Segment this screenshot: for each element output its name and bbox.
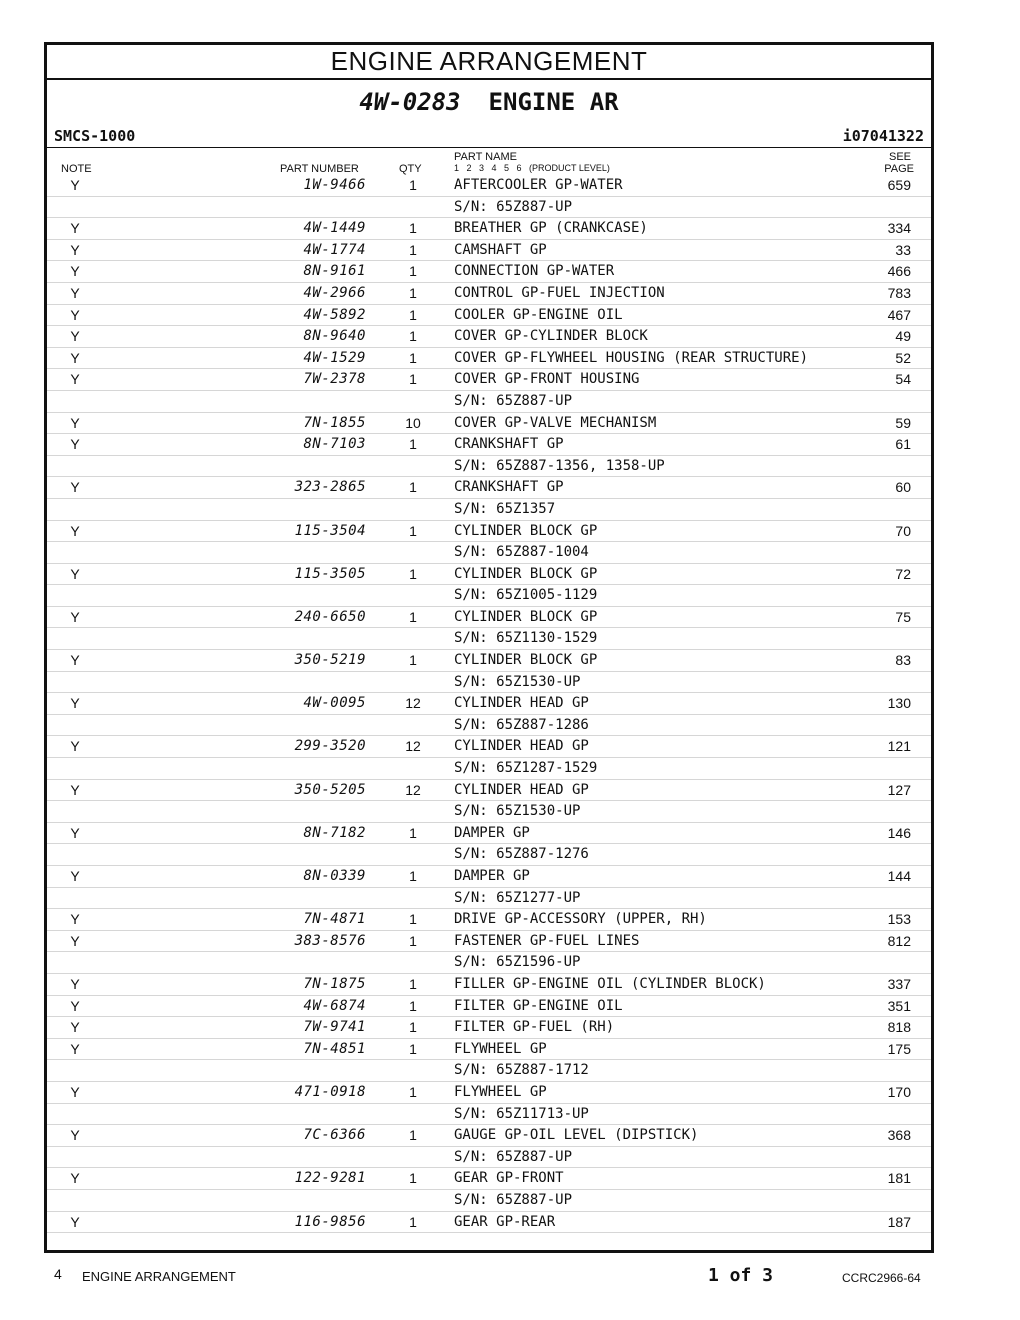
footer-section: ENGINE ARRANGEMENT — [82, 1269, 236, 1284]
table-row — [47, 564, 931, 586]
part-name-cell: FILTER GP-FUEL (RH) — [454, 1019, 615, 1036]
table-row — [47, 693, 931, 715]
footer-page-number: 4 — [54, 1266, 62, 1282]
see-page-cell: 175 — [887, 1040, 911, 1057]
see-page-cell: 187 — [887, 1213, 911, 1230]
qty-cell: 1 — [409, 975, 417, 992]
note-cell: Y — [70, 1040, 80, 1057]
part-number-cell: 7N-4851 — [303, 1040, 366, 1057]
qty-cell: 1 — [409, 608, 417, 625]
group-title — [47, 87, 931, 117]
note-cell: Y — [70, 911, 80, 928]
see-page-cell: 130 — [887, 695, 911, 712]
parts-list — [47, 175, 931, 1233]
qty-cell: 1 — [409, 652, 417, 669]
table-row — [47, 499, 931, 521]
see-page-cell: 368 — [887, 1127, 911, 1144]
note-cell: Y — [70, 479, 80, 496]
header-product-levels: 1 2 3 4 5 6 (PRODUCT LEVEL) — [454, 163, 610, 173]
part-number-cell: 8N-7182 — [303, 824, 366, 841]
note-cell: Y — [70, 371, 80, 388]
table-row — [47, 780, 931, 802]
qty-cell: 1 — [409, 911, 417, 928]
qty-cell: 1 — [409, 565, 417, 582]
table-row — [47, 736, 931, 758]
qty-cell: 1 — [409, 1127, 417, 1144]
note-cell: Y — [70, 1019, 80, 1036]
part-name-cell: CYLINDER BLOCK GP — [454, 565, 598, 582]
note-cell: Y — [70, 608, 80, 625]
see-page-cell: 144 — [887, 868, 911, 884]
see-page-cell: 121 — [887, 738, 911, 755]
see-page-cell: 334 — [887, 220, 911, 237]
note-cell: Y — [70, 1213, 80, 1230]
table-row — [47, 823, 931, 845]
part-name-cell: CYLINDER HEAD GP — [454, 738, 589, 755]
qty-cell: 1 — [409, 997, 417, 1014]
part-name-cell: CAMSHAFT GP — [454, 241, 547, 258]
part-number-cell: 350-5219 — [294, 652, 366, 669]
table-row — [47, 715, 931, 737]
table-header — [47, 147, 931, 176]
table-row — [47, 542, 931, 564]
see-page-cell: 54 — [895, 371, 911, 388]
see-page-cell: 153 — [887, 911, 911, 928]
see-page-cell: 351 — [887, 997, 911, 1014]
table-row — [47, 456, 931, 478]
part-name-cell: FILLER GP-ENGINE OIL (CYLINDER BLOCK) — [454, 975, 766, 992]
part-number-cell: 116-9856 — [294, 1213, 366, 1230]
qty-cell: 1 — [409, 1170, 417, 1187]
part-name-cell: S/N: 65Z1596-UP — [454, 954, 581, 971]
parts-table-frame — [44, 42, 934, 1253]
table-row — [47, 1017, 931, 1039]
note-cell: Y — [70, 306, 80, 323]
qty-cell: 1 — [409, 328, 417, 345]
table-row — [47, 477, 931, 499]
part-number-cell: 471-0918 — [294, 1083, 366, 1100]
table-row — [47, 391, 931, 413]
see-page-cell: 33 — [895, 241, 911, 258]
see-page-cell: 59 — [895, 414, 911, 431]
table-row — [47, 283, 931, 305]
part-name-cell: S/N: 65Z1277-UP — [454, 889, 581, 906]
part-name-cell: COOLER GP-ENGINE OIL — [454, 306, 623, 323]
note-cell: Y — [70, 975, 80, 992]
header-note: NOTE — [61, 163, 92, 175]
see-page-cell: 75 — [895, 608, 911, 625]
qty-cell: 1 — [409, 263, 417, 280]
qty-cell: 1 — [409, 371, 417, 388]
table-row — [47, 888, 931, 910]
qty-cell: 1 — [409, 824, 417, 841]
table-row — [47, 650, 931, 672]
table-row — [47, 218, 931, 240]
see-page-cell: 52 — [895, 349, 911, 366]
note-cell: Y — [70, 868, 80, 884]
table-row — [47, 326, 931, 348]
part-number-cell: 8N-9161 — [303, 263, 366, 280]
qty-cell: 1 — [409, 1019, 417, 1036]
part-number-cell: 115-3504 — [294, 522, 366, 539]
see-page-cell: 49 — [895, 328, 911, 345]
part-name-cell: S/N: 65Z1357 — [454, 500, 556, 517]
part-number-cell: 383-8576 — [294, 932, 366, 949]
part-number-cell: 7C-6366 — [303, 1127, 366, 1144]
part-name-cell: CYLINDER BLOCK GP — [454, 652, 598, 669]
page-title: ENGINE ARRANGEMENT — [47, 45, 931, 80]
part-number-cell: 1W-9466 — [303, 177, 366, 193]
note-cell: Y — [70, 565, 80, 582]
qty-cell: 12 — [405, 695, 421, 712]
note-cell: Y — [70, 781, 80, 798]
table-row — [47, 1104, 931, 1126]
table-row — [47, 607, 931, 629]
qty-cell: 1 — [409, 868, 417, 884]
table-row — [47, 844, 931, 866]
table-row — [47, 369, 931, 391]
part-name-cell: S/N: 65Z887-UP — [454, 1191, 573, 1208]
see-page-cell: 818 — [887, 1019, 911, 1036]
part-name-cell: AFTERCOOLER GP-WATER — [454, 177, 623, 193]
qty-cell: 1 — [409, 241, 417, 258]
table-row — [47, 413, 931, 435]
table-row — [47, 1125, 931, 1147]
part-name-cell: S/N: 65Z11713-UP — [454, 1105, 589, 1122]
part-name-cell: CYLINDER BLOCK GP — [454, 522, 598, 539]
table-row — [47, 628, 931, 650]
part-number-cell: 4W-5892 — [303, 306, 366, 323]
part-number-cell: 122-9281 — [294, 1170, 366, 1187]
part-number-cell: 115-3505 — [294, 565, 366, 582]
see-page-cell: 783 — [887, 284, 911, 301]
note-cell: Y — [70, 436, 80, 453]
note-cell: Y — [70, 177, 80, 193]
part-name-cell: COVER GP-CYLINDER BLOCK — [454, 328, 648, 345]
part-number-cell: 299-3520 — [294, 738, 366, 755]
part-number-cell: 4W-0095 — [303, 695, 366, 712]
part-name-cell: S/N: 65Z887-1286 — [454, 716, 589, 733]
footer-doc-code: CCRC2966-64 — [842, 1271, 921, 1285]
see-page-cell: 146 — [887, 824, 911, 841]
group-name: ENGINE AR — [488, 88, 619, 116]
table-row — [47, 261, 931, 283]
see-page-cell: 60 — [895, 479, 911, 496]
header-qty: QTY — [399, 163, 422, 175]
header-see: SEE — [888, 151, 911, 163]
part-name-cell: BREATHER GP (CRANKCASE) — [454, 220, 648, 237]
part-number-cell: 4W-6874 — [303, 997, 366, 1014]
part-name-cell: GEAR GP-FRONT — [454, 1170, 564, 1187]
part-number-cell: 350-5205 — [294, 781, 366, 798]
table-row — [47, 1147, 931, 1169]
part-number-cell: 8N-0339 — [303, 868, 366, 884]
part-name-cell: S/N: 65Z1130-1529 — [454, 630, 598, 647]
part-name-cell: FLYWHEEL GP — [454, 1083, 547, 1100]
see-page-cell: 127 — [887, 781, 911, 798]
qty-cell: 1 — [409, 479, 417, 496]
part-name-cell: S/N: 65Z887-1712 — [454, 1062, 589, 1079]
qty-cell: 1 — [409, 932, 417, 949]
see-page-cell: 659 — [887, 177, 911, 193]
part-name-cell: FASTENER GP-FUEL LINES — [454, 932, 640, 949]
table-row — [47, 175, 931, 197]
footer-page-of: 1 of 3 — [708, 1265, 774, 1286]
part-name-cell: GAUGE GP-OIL LEVEL (DIPSTICK) — [454, 1127, 699, 1144]
see-page-cell: 337 — [887, 975, 911, 992]
note-cell: Y — [70, 284, 80, 301]
qty-cell: 1 — [409, 1083, 417, 1100]
header-part-number: PART NUMBER — [280, 163, 359, 175]
note-cell: Y — [70, 220, 80, 237]
table-row — [47, 197, 931, 219]
qty-cell: 1 — [409, 284, 417, 301]
group-part-number: 4W-0283 — [359, 88, 461, 116]
part-name-cell: COVER GP-FRONT HOUSING — [454, 371, 640, 388]
part-name-cell: S/N: 65Z887-1276 — [454, 846, 589, 863]
part-name-cell: S/N: 65Z1287-1529 — [454, 760, 598, 777]
table-row — [47, 434, 931, 456]
note-cell: Y — [70, 824, 80, 841]
part-number-cell: 7W-9741 — [303, 1019, 366, 1036]
part-name-cell: FILTER GP-ENGINE OIL — [454, 997, 623, 1014]
part-number-cell: 4W-2966 — [303, 284, 366, 301]
part-number-cell: 323-2865 — [294, 479, 366, 496]
see-page-cell: 61 — [895, 436, 911, 453]
part-name-cell: S/N: 65Z887-UP — [454, 1148, 573, 1165]
qty-cell: 1 — [409, 349, 417, 366]
part-name-cell: S/N: 65Z1530-UP — [454, 673, 581, 690]
part-name-cell: S/N: 65Z1530-UP — [454, 803, 581, 820]
part-name-cell: S/N: 65Z887-UP — [454, 392, 573, 409]
part-name-cell: GEAR GP-REAR — [454, 1213, 556, 1230]
note-cell: Y — [70, 414, 80, 431]
qty-cell: 1 — [409, 177, 417, 193]
part-number-cell: 8N-9640 — [303, 328, 366, 345]
part-name-cell: COVER GP-FLYWHEEL HOUSING (REAR STRUCTURE) — [454, 349, 809, 366]
note-cell: Y — [70, 695, 80, 712]
see-page-cell: 170 — [887, 1083, 911, 1100]
qty-cell: 12 — [405, 738, 421, 755]
part-name-cell: CONTROL GP-FUEL INJECTION — [454, 284, 665, 301]
see-page-cell: 72 — [895, 565, 911, 582]
qty-cell: 1 — [409, 220, 417, 237]
note-cell: Y — [70, 997, 80, 1014]
table-row — [47, 909, 931, 931]
part-number-cell: 4W-1449 — [303, 220, 366, 237]
table-row — [47, 952, 931, 974]
qty-cell: 1 — [409, 1040, 417, 1057]
note-cell: Y — [70, 932, 80, 949]
table-row — [47, 348, 931, 370]
qty-cell: 1 — [409, 306, 417, 323]
part-name-cell: CYLINDER BLOCK GP — [454, 608, 598, 625]
part-number-cell: 4W-1774 — [303, 241, 366, 258]
part-name-cell: CYLINDER HEAD GP — [454, 695, 589, 712]
table-row — [47, 1212, 931, 1234]
table-row — [47, 1082, 931, 1104]
table-row — [47, 1060, 931, 1082]
note-cell: Y — [70, 522, 80, 539]
part-number-cell: 7N-1855 — [303, 414, 366, 431]
part-name-cell: DRIVE GP-ACCESSORY (UPPER, RH) — [454, 911, 707, 928]
table-row — [47, 1190, 931, 1212]
note-cell: Y — [70, 1170, 80, 1187]
part-name-cell: COVER GP-VALVE MECHANISM — [454, 414, 657, 431]
part-number-cell: 240-6650 — [294, 608, 366, 625]
table-row — [47, 305, 931, 327]
note-cell: Y — [70, 349, 80, 366]
table-row — [47, 521, 931, 543]
note-cell: Y — [70, 328, 80, 345]
part-name-cell: DAMPER GP — [454, 824, 530, 841]
note-cell: Y — [70, 1083, 80, 1100]
table-row — [47, 672, 931, 694]
part-name-cell: FLYWHEEL GP — [454, 1040, 547, 1057]
see-page-cell: 83 — [895, 652, 911, 669]
part-name-cell: S/N: 65Z1005-1129 — [454, 587, 598, 604]
part-name-cell: S/N: 65Z887-1356, 1358-UP — [454, 457, 665, 474]
part-name-cell: CRANKSHAFT GP — [454, 479, 564, 496]
see-page-cell: 181 — [887, 1170, 911, 1187]
table-row — [47, 801, 931, 823]
part-name-cell: S/N: 65Z887-UP — [454, 198, 573, 215]
table-row — [47, 974, 931, 996]
qty-cell: 12 — [405, 781, 421, 798]
table-row — [47, 758, 931, 780]
table-row — [47, 585, 931, 607]
qty-cell: 1 — [409, 522, 417, 539]
note-cell: Y — [70, 1127, 80, 1144]
part-name-cell: CONNECTION GP-WATER — [454, 263, 615, 280]
see-page-cell: 467 — [887, 306, 911, 323]
table-row — [47, 240, 931, 262]
table-row — [47, 866, 931, 888]
note-cell: Y — [70, 263, 80, 280]
illustration-id: i07041322 — [842, 127, 924, 145]
part-number-cell: 7N-4871 — [303, 911, 366, 928]
part-name-cell: CRANKSHAFT GP — [454, 436, 564, 453]
note-cell: Y — [70, 652, 80, 669]
table-row — [47, 996, 931, 1018]
table-row — [47, 1168, 931, 1190]
part-number-cell: 4W-1529 — [303, 349, 366, 366]
part-number-cell: 7W-2378 — [303, 371, 366, 388]
table-row — [47, 931, 931, 953]
see-page-cell: 812 — [887, 932, 911, 949]
part-name-cell: DAMPER GP — [454, 868, 530, 884]
part-name-cell: CYLINDER HEAD GP — [454, 781, 589, 798]
header-part-name: PART NAME — [454, 151, 517, 163]
part-name-cell: S/N: 65Z887-1004 — [454, 544, 589, 561]
part-number-cell: 7N-1875 — [303, 975, 366, 992]
header-page: PAGE — [884, 163, 914, 175]
part-number-cell: 8N-7103 — [303, 436, 366, 453]
see-page-cell: 466 — [887, 263, 911, 280]
smcs-code: SMCS-1000 — [54, 127, 136, 145]
qty-cell: 1 — [409, 436, 417, 453]
note-cell: Y — [70, 738, 80, 755]
note-cell: Y — [70, 241, 80, 258]
qty-cell: 1 — [409, 1213, 417, 1230]
see-page-cell: 70 — [895, 522, 911, 539]
qty-cell: 10 — [405, 414, 421, 431]
table-row — [47, 1039, 931, 1061]
